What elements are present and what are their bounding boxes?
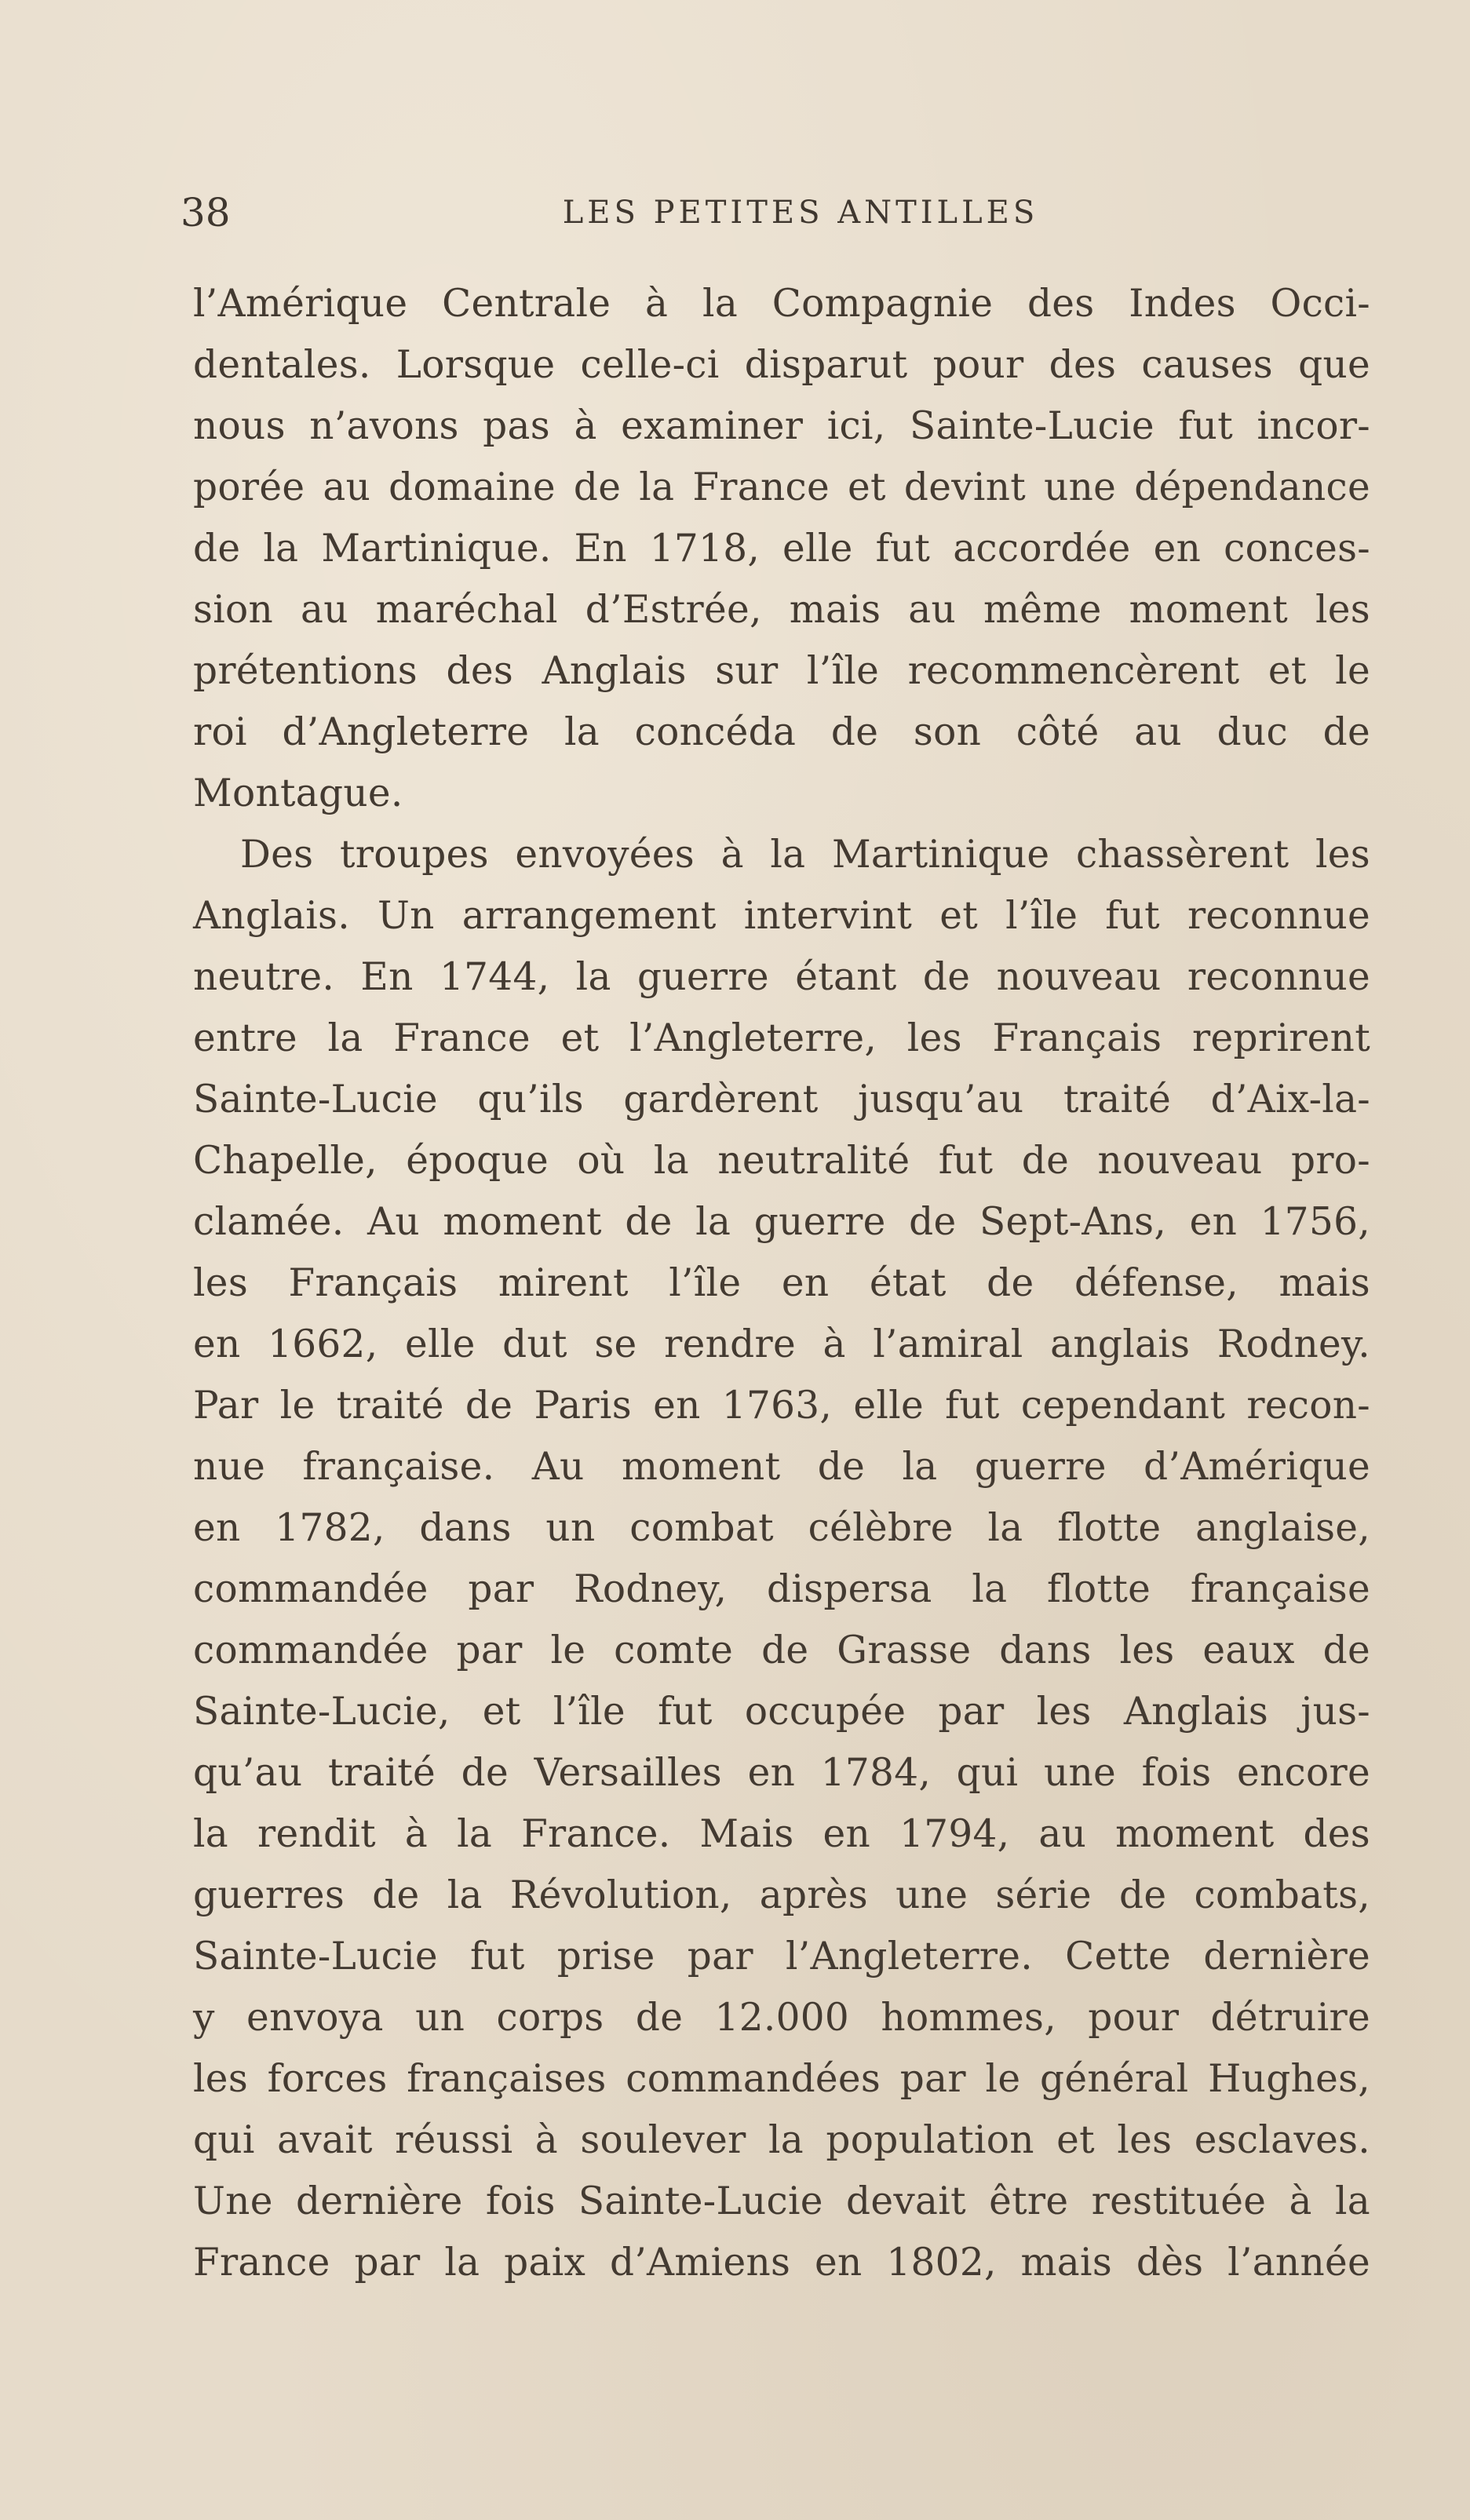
paragraph-2 <box>193 824 1370 2293</box>
text-line: guerres de la Révolution, après une série de combats, <box>193 1873 1370 1917</box>
text-line: les forces françaises commandées par le général Hughes, <box>193 2057 1370 2101</box>
text-line: commandée par le comte de Grasse dans les eaux de <box>193 1628 1370 1672</box>
text-line: Montague. <box>193 771 403 815</box>
text-line: Une dernière fois Sainte-Lucie devait être restituée à la <box>193 2179 1370 2223</box>
text-line: sion au maréchal d’Estrée, mais au même moment les <box>193 588 1370 632</box>
page-number: 38 <box>181 190 231 235</box>
text-line: y envoya un corps de 12.000 hommes, pour détruire <box>193 1996 1370 2040</box>
text-line: l’Amérique Centrale à la Compagnie des Indes Occi- <box>193 282 1370 326</box>
text-line: neutre. En 1744, la guerre étant de nouveau reconnue <box>193 955 1370 999</box>
text-line: prétentions des Anglais sur l’île recommencèrent et le <box>193 649 1370 693</box>
text-line: Sainte-Lucie, et l’île fut occupée par les Anglais jus- <box>193 1690 1370 1734</box>
text-line: commandée par Rodney, dispersa la flotte française <box>193 1567 1370 1611</box>
text-line: nue française. Au moment de la guerre d’Amérique <box>193 1445 1370 1489</box>
text-line: Chapelle, époque où la neutralité fut de nouveau pro- <box>193 1139 1370 1183</box>
text-line: nous n’avons pas à examiner ici, Sainte-Lucie fut incor- <box>193 404 1370 448</box>
text-line: Sainte-Lucie qu’ils gardèrent jusqu’au traité d’Aix-la- <box>193 1078 1370 1121</box>
text-line: dentales. Lorsque celle-ci disparut pour des causes que <box>193 343 1370 387</box>
text-line: Sainte-Lucie fut prise par l’Angleterre. Cette dernière <box>193 1935 1370 1978</box>
text-line: Des troupes envoyées à la Martinique chassèrent les <box>240 833 1370 877</box>
body-text <box>193 273 1370 2293</box>
text-line: les Français mirent l’île en état de défense, mais <box>193 1261 1370 1305</box>
text-line: Par le traité de Paris en 1763, elle fut cependant recon- <box>193 1384 1370 1428</box>
text-line: Anglais. Un arrangement intervint et l’île fut reconnue <box>193 894 1370 938</box>
running-title: LES PETITES ANTILLES <box>562 195 1039 231</box>
text-line: qui avait réussi à soulever la population et les esclaves. <box>193 2118 1370 2162</box>
text-line: clamée. Au moment de la guerre de Sept-Ans, en 1756, <box>193 1200 1370 1244</box>
paragraph-1 <box>193 273 1370 824</box>
text-line: roi d’Angleterre la concéda de son côté au duc de <box>193 710 1370 754</box>
text-line: porée au domaine de la France et devint une dépendance <box>193 465 1370 509</box>
text-line: en 1782, dans un combat célèbre la flotte anglaise, <box>193 1506 1370 1550</box>
text-line: la rendit à la France. Mais en 1794, au moment des <box>193 1812 1370 1856</box>
text-line: France par la paix d’Amiens en 1802, mais dès l’année <box>193 2241 1370 2285</box>
text-line: de la Martinique. En 1718, elle fut accordée en conces- <box>193 527 1370 571</box>
text-line: qu’au traité de Versailles en 1784, qui une fois encore <box>193 1751 1370 1795</box>
text-line: entre la France et l’Angleterre, les Français reprirent <box>193 1016 1370 1060</box>
text-line: en 1662, elle dut se rendre à l’amiral anglais Rodney. <box>193 1322 1370 1366</box>
page-header <box>181 185 1373 240</box>
